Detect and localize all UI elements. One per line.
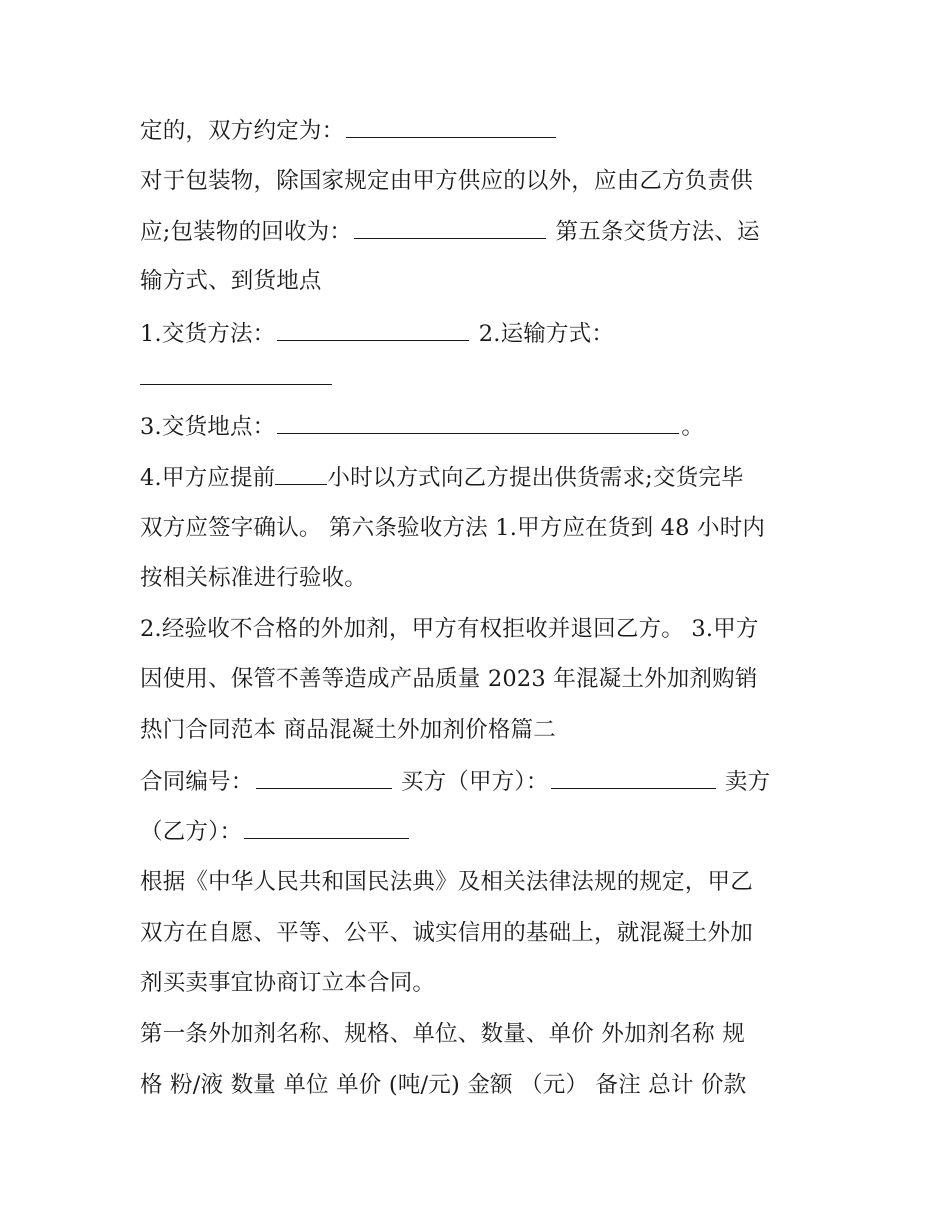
text-line-13 xyxy=(140,715,830,745)
fill-in-blank xyxy=(256,766,392,789)
text-segment: 4.甲方应提前 xyxy=(140,465,276,491)
text-line-12 xyxy=(140,664,830,694)
text-segment: 热门合同范本 商品混凝土外加剂价格篇二 xyxy=(140,717,556,743)
text-segment: 第五条交货方法、运 xyxy=(548,219,760,245)
text-segment: 双方应签字确认。 第六条验收方法 1.甲方应在货到 48 小时内 xyxy=(140,515,766,541)
fill-in-blank xyxy=(346,115,556,138)
text-segment: 剂买卖事宜协商订立本合同。 xyxy=(140,970,436,996)
text-line-18 xyxy=(140,968,830,998)
text-segment: 合同编号： xyxy=(140,769,254,795)
text-line-1 xyxy=(140,115,830,146)
text-line-16 xyxy=(140,867,830,897)
fill-in-blank xyxy=(277,318,469,341)
fill-in-blank xyxy=(354,216,546,239)
text-segment: 定的，双方约定为： xyxy=(140,118,345,144)
text-line-5 xyxy=(140,318,830,349)
text-segment: 买方（甲方）： xyxy=(393,769,549,795)
fill-in-blank xyxy=(140,362,332,385)
text-segment: 3.交货地点： xyxy=(140,414,276,440)
text-segment: 应;包装物的回收为： xyxy=(140,219,353,245)
text-line-10 xyxy=(140,563,830,593)
fill-in-blank xyxy=(275,462,327,485)
text-segment: 因使用、保管不善等造成产品质量 2023 年混凝土外加剂购销 xyxy=(140,666,758,692)
text-line-6 xyxy=(140,362,830,393)
text-line-17 xyxy=(140,918,830,948)
text-line-19 xyxy=(140,1019,830,1049)
text-line-8 xyxy=(140,462,830,493)
text-segment: 1.交货方法： xyxy=(140,321,276,347)
fill-in-blank xyxy=(551,766,716,789)
text-line-9 xyxy=(140,513,830,543)
text-segment: 。 xyxy=(681,414,705,440)
text-line-3 xyxy=(140,216,830,247)
text-segment: 按相关标准进行验收。 xyxy=(140,565,368,591)
text-segment: 卖方 xyxy=(717,769,771,795)
text-line-15 xyxy=(140,816,830,847)
text-line-7 xyxy=(140,411,830,442)
text-segment: 2.运输方式： xyxy=(471,321,615,347)
text-segment: 2.经验收不合格的外加剂，甲方有权拒收并退回乙方。 3.甲方 xyxy=(140,616,759,642)
text-line-4 xyxy=(140,266,830,296)
text-segment: 格 粉/液 数量 单位 单价 (吨/元) 金额 （元） 备注 总计 价款 xyxy=(140,1072,747,1098)
text-segment: 对于包装物，除国家规定由甲方供应的以外，应由乙方负责供 xyxy=(140,168,753,194)
text-line-14 xyxy=(140,766,830,797)
text-line-2 xyxy=(140,166,830,196)
fill-in-blank xyxy=(277,411,679,434)
text-segment: （乙方）： xyxy=(140,819,243,845)
text-segment: 双方在自愿、平等、公平、诚实信用的基础上，就混凝土外加 xyxy=(140,920,753,946)
text-segment: 输方式、到货地点 xyxy=(140,268,322,294)
text-segment: 根据《中华人民共和国民法典》及相关法律法规的规定，甲乙 xyxy=(140,869,753,895)
fill-in-blank xyxy=(244,816,409,839)
text-segment: 第一条外加剂名称、规格、单位、数量、单价 外加剂名称 规 xyxy=(140,1021,745,1047)
text-segment: 小时以方式向乙方提出供货需求;交货完毕 xyxy=(327,465,744,491)
text-line-11 xyxy=(140,614,830,644)
text-line-20 xyxy=(140,1070,830,1100)
